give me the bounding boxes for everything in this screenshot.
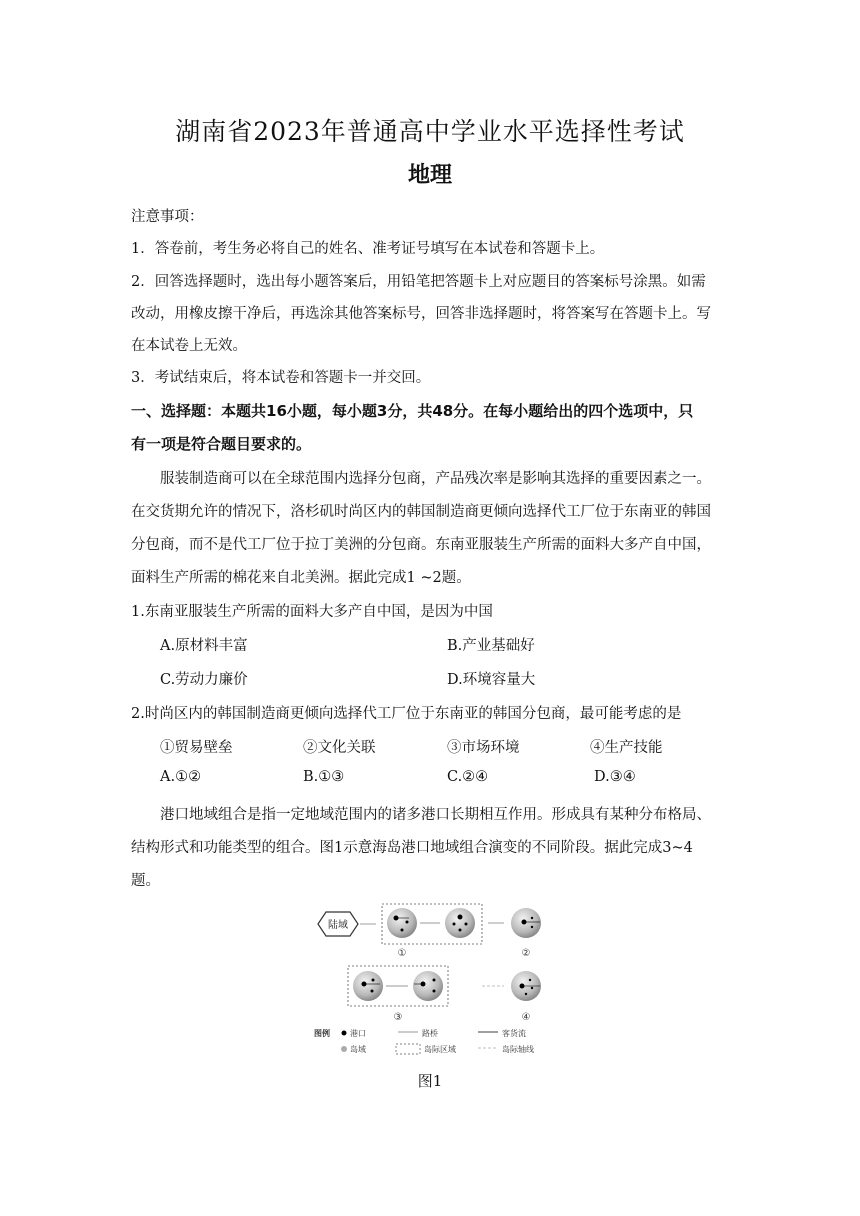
- stage-2-label: ②: [521, 948, 531, 959]
- legend-port-symbol: [342, 1031, 347, 1036]
- legend-title: 图例: [314, 1029, 330, 1038]
- legend-axis: 岛际轴线: [502, 1045, 534, 1054]
- figure-legend: [314, 1028, 534, 1054]
- question-2-statement-1: ①贸易壁垒: [160, 740, 233, 756]
- subject-title: 地理: [407, 163, 452, 188]
- question-2-statement-2: ②文化关联: [303, 740, 376, 756]
- stage-3-island-a: [353, 971, 383, 1001]
- question-2-stem: 2.时尚区内的韩国制造商更倾向选择代工厂位于东南亚的韩国分包商，最可能考虑的是: [131, 706, 682, 722]
- question-1-stem: 1.东南亚服装生产所需的面料大多产自中国，是因为中国: [131, 604, 493, 620]
- stage-4-island: [511, 971, 541, 1001]
- question-1-option-b: B.产业基础好: [447, 638, 535, 654]
- passage-1-line-4: 面料生产所需的棉花来自北美洲。据此完成1 ~2题。: [131, 570, 471, 586]
- section-heading-line-1: 一、选择题：本题共16小题，每小题3分，共48分。在每小题给出的四个选项中，只: [131, 402, 694, 420]
- notice-item-1: 1．答卷前，考生务必将自己的姓名、准考证号填写在本试卷和答题卡上。: [131, 241, 605, 257]
- legend-bridge: 路桥: [422, 1029, 438, 1038]
- mainland-shape: [318, 912, 358, 936]
- figure-caption: 图1: [417, 1072, 443, 1090]
- question-1-option-d: D.环境容量大: [447, 672, 536, 688]
- stage-4-label: ④: [521, 1012, 531, 1023]
- figure-1-diagram: [310, 900, 560, 1060]
- question-2-statement-3: ③市场环境: [447, 740, 520, 756]
- notice-item-3: 3．考试结束后，将本试卷和答题卡一并交回。: [131, 370, 431, 386]
- passage-2-line-3: 题。: [131, 873, 160, 889]
- stage-3-label: ③: [393, 1012, 403, 1023]
- question-2-statement-4: ④生产技能: [590, 740, 663, 756]
- legend-flow: 客货流: [502, 1029, 526, 1038]
- question-2-option-a: A.①②: [160, 769, 202, 785]
- passage-1-line-1: 服装制造商可以在全球范围内选择分包商，产品残次率是影响其选择的重要因素之一。: [160, 471, 711, 487]
- notice-item-2-line-3: 在本试卷上无效。: [131, 338, 247, 354]
- question-2-option-b: B.①③: [303, 769, 345, 785]
- legend-port: 港口: [350, 1029, 366, 1038]
- stage-1-island-a: [387, 908, 417, 938]
- question-1-option-c: C.劳动力廉价: [160, 672, 248, 688]
- question-2-option-d: D.③④: [594, 769, 636, 785]
- question-1-option-a: A.原材料丰富: [160, 638, 248, 654]
- notice-heading: 注意事项：: [131, 209, 204, 225]
- passage-2-line-1: 港口地域组合是指一定地域范围内的诸多港口长期相互作用。形成具有某种分布格局、: [160, 807, 711, 823]
- stage-1-island-b: [445, 908, 475, 938]
- stage-2-island: [511, 908, 541, 938]
- passage-1-line-3: 分包商，而不是代工厂位于拉丁美洲的分包商。东南亚服装生产所需的面料大多产自中国，: [131, 537, 711, 553]
- section-heading-line-2: 有一项是符合题目要求的。: [131, 435, 312, 453]
- legend-island: 岛域: [350, 1045, 366, 1054]
- legend-island-symbol: [341, 1046, 347, 1052]
- notice-item-2-line-2: 改动，用橡皮擦干净后，再选涂其他答案标号，回答非选择题时，将答案写在答题卡上。写: [131, 306, 711, 322]
- passage-2-line-2: 结构形式和功能类型的组合。图1示意海岛港口地域组合演变的不同阶段。据此完成3~4: [131, 840, 693, 856]
- legend-region: 岛际区域: [424, 1045, 456, 1054]
- notice-item-2-line-1: 2．回答选择题时，选出每小题答案后，用铅笔把答题卡上对应题目的答案标号涂黑。如需: [131, 274, 706, 290]
- mainland-label: 陆域: [328, 920, 348, 931]
- legend-region-symbol: [396, 1044, 420, 1054]
- exam-title: 湖南省2023年普通高中学业水平选择性考试: [175, 117, 685, 146]
- question-2-option-c: C.②④: [447, 769, 489, 785]
- stage-3-island-b: [413, 971, 443, 1001]
- passage-1-line-2: 在交货期允许的情况下，洛杉矶时尚区内的韩国制造商更倾向选择代工厂位于东南亚的韩国: [131, 504, 711, 520]
- stage-1-label: ①: [397, 948, 407, 959]
